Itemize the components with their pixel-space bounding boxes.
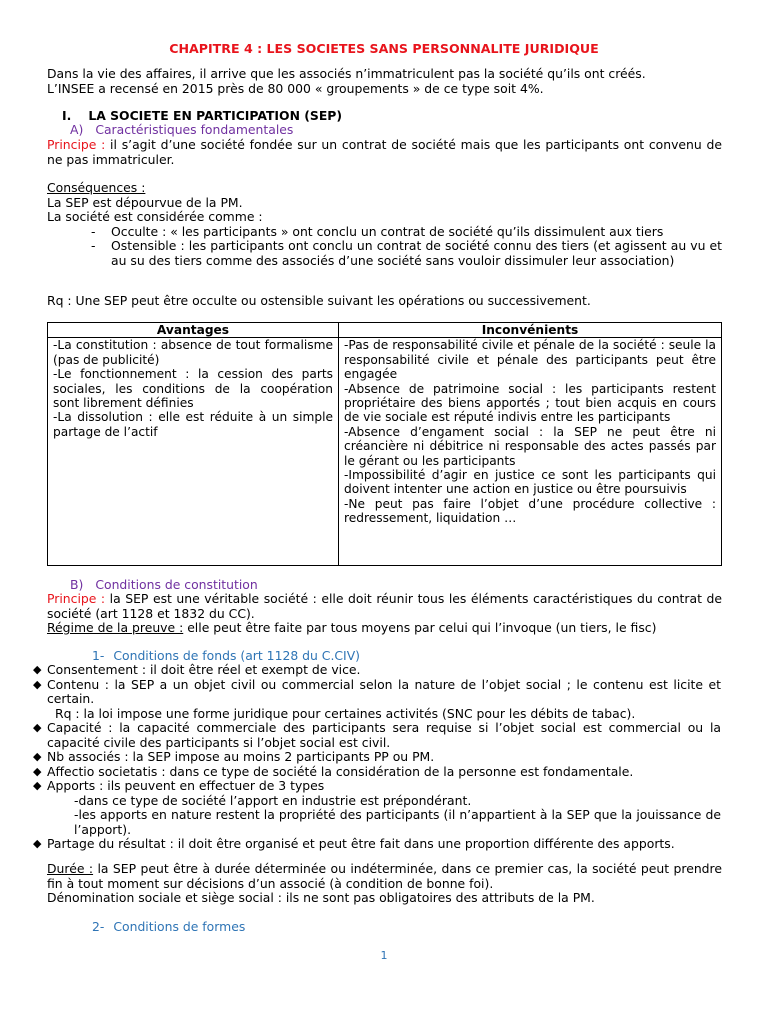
- list-item: [33, 720, 721, 750]
- diamond-bullet-icon: ◆: [33, 721, 42, 734]
- dash-marker: -: [91, 223, 96, 239]
- column-header-avantages: Avantages: [48, 323, 339, 338]
- duree-label: Durée :: [47, 861, 94, 876]
- subsection-a-heading: [70, 123, 745, 138]
- subsection-title: Conditions de constitution: [95, 577, 258, 592]
- subsection-title: Conditions de formes: [113, 919, 246, 934]
- list-item: [33, 749, 721, 765]
- subsection-b2-heading: [92, 920, 767, 935]
- list-item-text: Occulte : « les participants » ont conclu un contrat de société qu’ils dissimulent aux tiers: [111, 223, 664, 239]
- avantage-item: -La constitution : absence de tout formalisme (pas de publicité): [53, 338, 333, 367]
- regime-text: elle peut être faite par tous moyens par celui qui l’invoque (un tiers, le fisc): [183, 620, 657, 635]
- diamond-bullet-icon: ◆: [33, 764, 42, 778]
- intro-paragraph: [47, 67, 722, 96]
- principe-label: Principe :: [47, 591, 106, 606]
- list-item-text: Ostensible : les participants ont conclu un contrat de société connu des tiers (et agissent au vu et au su des tiers comme des associés d’une société sans vouloir dissimuler leur association): [111, 238, 722, 268]
- subsection-number: 1-: [92, 648, 105, 663]
- conditions-list: [33, 662, 721, 852]
- list-item: [33, 836, 721, 852]
- list-subitem: -dans ce type de société l’apport en industrie est prépondérant.: [74, 792, 472, 808]
- diamond-bullet-icon: ◆: [33, 837, 42, 850]
- list-item-text: Partage du résultat : il doit être organisé et peut être fait dans une proportion différente des apports.: [47, 836, 675, 851]
- inconvenient-item: -Pas de responsabilité civile et pénale de la société : seule la responsabilité civile et pénale des participants peut être engagée: [344, 338, 716, 382]
- list-subitem: -les apports en nature restent la propriété des participants (il n’appartient à la SEP que la jouissance de l’apport).: [74, 807, 721, 837]
- denomination-paragraph: Dénomination sociale et siège social : ils ne sont pas obligatoires des attributs de la PM.: [47, 890, 595, 905]
- rq-note: Rq : Une SEP peut être occulte ou ostensible suivant les opérations ou successivement.: [47, 293, 591, 308]
- list-subnote: Rq : la loi impose une forme juridique pour certaines activités (SNC pour les débits de tabac).: [55, 705, 636, 721]
- chapter-title: CHAPITRE 4 : LES SOCIETES SANS PERSONNALITE JURIDIQUE: [169, 41, 599, 56]
- avantages-cell: [48, 338, 339, 566]
- avantage-item: -Le fonctionnement : la cession des parts sociales, les conditions de la coopération sont librement définies: [53, 367, 333, 411]
- principe-text: la SEP est une véritable société : elle doit réunir tous les éléments caractéristiques du contrat de société (art 1128 et 1832 du CC).: [47, 591, 722, 621]
- section-number: I.: [62, 108, 72, 123]
- list-item: [33, 676, 721, 707]
- column-header-inconvenients: Inconvénients: [339, 323, 722, 338]
- regime-label: Régime de la preuve :: [47, 620, 184, 635]
- list-item-text: Consentement : il doit être réel et exempt de vice.: [47, 662, 361, 677]
- diamond-bullet-icon: ◆: [33, 663, 42, 676]
- intro-line: L’INSEE a recensé en 2015 près de 80 000 « groupements » de ce type soit 4%.: [47, 80, 544, 96]
- subsection-number: B): [70, 577, 84, 592]
- list-item: [91, 239, 722, 268]
- consequences-block: [47, 181, 722, 268]
- principe-b-paragraph: [47, 592, 722, 621]
- list-item-text: Apports : ils peuvent en effectuer de 3 types: [47, 778, 325, 793]
- list-item: [91, 225, 722, 240]
- duree-paragraph: [47, 862, 722, 891]
- table-header-row: [48, 323, 722, 338]
- subsection-number: A): [70, 122, 84, 137]
- principe-label: Principe :: [47, 137, 106, 152]
- list-item-text: Capacité : la capacité commerciale des participants sera requise si l’objet social est commercial ou la capacité civile des participants si l’objet social est civil.: [47, 720, 721, 750]
- subsection-number: 2-: [92, 919, 105, 934]
- duree-text: la SEP peut être à durée déterminée ou indéterminée, dans ce premier cas, la société peut prendre fin à tout moment sur décisions d’un associé (à condition de bonne foi).: [47, 861, 722, 891]
- intro-line: Dans la vie des affaires, il arrive que les associés n’immatriculent pas la société qu’ils ont créés.: [47, 66, 646, 81]
- diamond-bullet-icon: ◆: [33, 779, 42, 792]
- consequences-line: La SEP est dépourvue de la PM.: [47, 194, 243, 210]
- inconvenient-item: -Ne peut pas faire l’objet d’une procédure collective : redressement, liquidation …: [344, 496, 716, 526]
- subsection-title: Caractéristiques fondamentales: [95, 122, 294, 137]
- dash-marker: -: [91, 238, 96, 253]
- list-item: [33, 763, 721, 780]
- avantage-item: -La dissolution : elle est réduite à un simple partage de l’actif: [53, 410, 333, 439]
- consequences-heading: Conséquences :: [47, 180, 146, 195]
- list-item-text: Contenu : la SEP a un objet civil ou commercial selon la nature de l’objet social ; le contenu est licite et certain.: [47, 676, 721, 706]
- inconvenient-item: -Absence d’engament social : la SEP ne peut être ni créancière ni débitrice ni responsable des actes passés par le gérant ou les participants: [344, 424, 716, 468]
- diamond-bullet-icon: ◆: [33, 677, 42, 691]
- list-item: [33, 778, 721, 794]
- page-number: 1: [380, 949, 388, 962]
- inconvenient-item: -Absence de patrimoine social : les participants restent propriétaire des biens apportés ; tout bien acquis en cours de vie sociale est réputé indivis entre les participants: [344, 381, 716, 425]
- principe-text: il s’agit d’une société fondée sur un contrat de société mais que les participants ont convenu de ne pas immatriculer.: [47, 137, 722, 167]
- section-title: LA SOCIETE EN PARTICIPATION (SEP): [88, 108, 343, 123]
- pros-cons-table: [47, 322, 722, 566]
- principe-a-paragraph: [47, 138, 722, 167]
- diamond-bullet-icon: ◆: [33, 750, 42, 763]
- inconvenients-cell: [339, 338, 722, 566]
- consequences-line: La société est considérée comme :: [47, 209, 263, 224]
- table-row: [48, 338, 722, 566]
- regime-paragraph: [47, 621, 722, 636]
- list-item: [33, 662, 721, 678]
- inconvenient-item: -Impossibilité d’agir en justice ce sont les participants qui doivent intenter une action en justice ou être poursuivis: [344, 468, 716, 497]
- subsection-title: Conditions de fonds (art 1128 du C.CIV): [113, 648, 361, 663]
- list-item-text: Affectio societatis : dans ce type de société la considération de la personne est fondamentale.: [47, 763, 634, 779]
- list-item-text: Nb associés : la SEP impose au moins 2 participants PP ou PM.: [47, 749, 435, 764]
